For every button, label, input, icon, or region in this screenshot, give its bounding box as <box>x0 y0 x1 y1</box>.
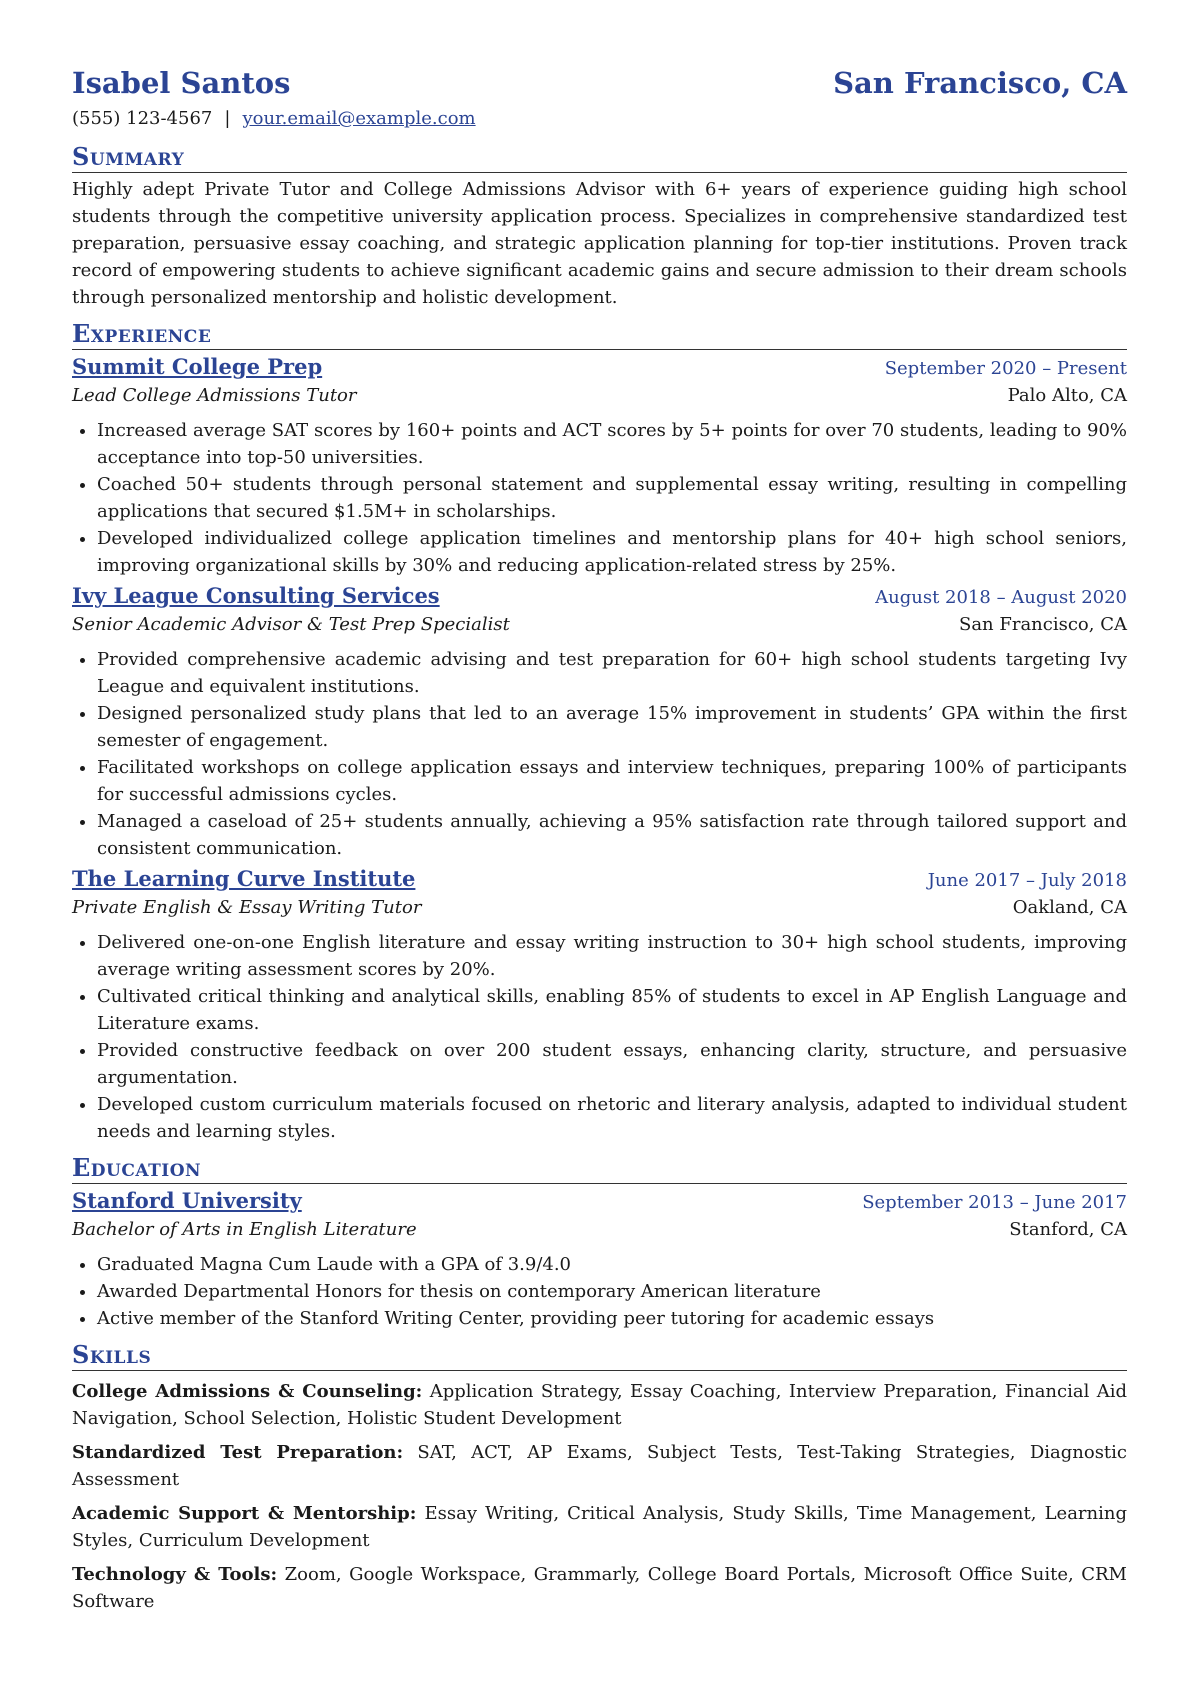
bullet-item: • Provided comprehensive academic advising and test preparation for 60+ high school students targeting Ivy League and equivalent institutions. <box>97 646 1127 700</box>
skill-values: Essay Writing, Critical Analysis, Study Skills, Time Management, Learning Styles, Curriculum Development <box>72 1503 1127 1551</box>
resume-page <box>72 62 1127 1615</box>
entry-subheader <box>72 611 1127 638</box>
bullet-item: • Designed personalized study plans that led to an average 15% improvement in students’ GPA within the first semester of engagement. <box>97 700 1127 754</box>
skill-row <box>72 1500 1127 1554</box>
skill-category: Academic Support & Mentorship: <box>72 1503 417 1524</box>
organization-name[interactable]: Summit College Prep <box>72 354 323 379</box>
email-link[interactable]: your.email@example.com <box>242 108 476 129</box>
bullet-item: • Awarded Departmental Honors for thesis on contemporary American literature <box>97 1278 1127 1305</box>
entry-subheader <box>72 894 1127 921</box>
skills-heading: Skills <box>72 1340 1127 1371</box>
entry-dates: June 2017 – July 2018 <box>927 870 1127 891</box>
bullet-list <box>72 646 1127 862</box>
entry-header <box>72 864 1127 894</box>
entry-header <box>72 581 1127 611</box>
entry-role: Bachelor of Arts in English Literature <box>72 1219 417 1240</box>
entry-subheader <box>72 1216 1127 1243</box>
candidate-city: San Francisco, CA <box>833 66 1127 100</box>
header <box>72 62 1127 104</box>
bullet-item: • Increased average SAT scores by 160+ points and ACT scores by 5+ points for over 70 students, leading to 90% acceptance into top-50 universities. <box>97 417 1127 471</box>
education-entry <box>72 1186 1127 1332</box>
organization-name[interactable]: Stanford University <box>72 1188 302 1213</box>
experience-entry <box>72 352 1127 579</box>
skill-row <box>72 1439 1127 1493</box>
bullet-item: • Provided constructive feedback on over 200 student essays, enhancing clarity, structure, and persuasive argumentation. <box>97 1037 1127 1091</box>
skill-row <box>72 1378 1127 1432</box>
skill-category: Technology & Tools: <box>72 1564 278 1585</box>
education-list <box>72 1186 1127 1332</box>
skill-values: SAT, ACT, AP Exams, Subject Tests, Test-Taking Strategies, Diagnostic Assessment <box>72 1442 1127 1490</box>
bullet-item: • Managed a caseload of 25+ students annually, achieving a 95% satisfaction rate through tailored support and consistent communication. <box>97 808 1127 862</box>
phone-number: (555) 123-4567 <box>72 108 213 129</box>
skill-row <box>72 1561 1127 1615</box>
entry-role: Lead College Admissions Tutor <box>72 385 357 406</box>
bullet-item: • Cultivated critical thinking and analytical skills, enabling 85% of students to excel in AP English Language and Literature exams. <box>97 983 1127 1037</box>
entry-role: Private English & Essay Writing Tutor <box>72 897 422 918</box>
entry-location: Oakland, CA <box>1012 897 1127 918</box>
skill-values: Application Strategy, Essay Coaching, Interview Preparation, Financial Aid Navigation, School Selection, Holistic Student Development <box>72 1381 1127 1429</box>
skill-category: Standardized Test Preparation: <box>72 1442 404 1463</box>
bullet-item: • Facilitated workshops on college application essays and interview techniques, preparing 100% of participants for successful admissions cycles. <box>97 754 1127 808</box>
education-heading: Education <box>72 1153 1127 1184</box>
summary-heading: Summary <box>72 142 1127 173</box>
bullet-item: • Graduated Magna Cum Laude with a GPA of 3.9/4.0 <box>97 1251 1127 1278</box>
summary-text: Highly adept Private Tutor and College Admissions Advisor with 6+ years of experience guiding high school students through the competitive university application process. Specializes in comprehensive standardized test preparation, persuasive essay coaching, and strategic application planning for top-tier institutions. Proven track record of empowering students to achieve significant academic gains and secure admission to their dream schools through personalized mentorship and holistic development. <box>72 179 1127 308</box>
experience-list <box>72 352 1127 1145</box>
candidate-name: Isabel Santos <box>72 66 291 100</box>
entry-subheader <box>72 382 1127 409</box>
contact-separator: | <box>224 108 231 129</box>
experience-heading: Experience <box>72 319 1127 350</box>
bullet-item: • Active member of the Stanford Writing Center, providing peer tutoring for academic essays <box>97 1305 1127 1332</box>
skill-category: College Admissions & Counseling: <box>72 1381 423 1402</box>
organization-name[interactable]: The Learning Curve Institute <box>72 866 416 891</box>
entry-location: Stanford, CA <box>1009 1219 1127 1240</box>
bullet-item: • Delivered one-on-one English literature and essay writing instruction to 30+ high school students, improving average writing assessment scores by 20%. <box>97 929 1127 983</box>
experience-entry <box>72 581 1127 862</box>
skill-values: Zoom, Google Workspace, Grammarly, College Board Portals, Microsoft Office Suite, CRM Software <box>72 1564 1127 1612</box>
entry-role: Senior Academic Advisor & Test Prep Specialist <box>72 614 510 635</box>
bullet-item: • Coached 50+ students through personal statement and supplemental essay writing, resulting in compelling applications that secured $1.5M+ in scholarships. <box>97 471 1127 525</box>
bullet-list <box>72 929 1127 1145</box>
entry-dates: September 2013 – June 2017 <box>862 1192 1127 1213</box>
entry-header <box>72 1186 1127 1216</box>
entry-location: San Francisco, CA <box>958 614 1127 635</box>
experience-entry <box>72 864 1127 1145</box>
bullet-item: • Developed individualized college application timelines and mentorship plans for 40+ high school seniors, improving organizational skills by 30% and reducing application-related stress by 25%. <box>97 525 1127 579</box>
bullet-item: • Developed custom curriculum materials focused on rhetoric and literary analysis, adapted to individual student needs and learning styles. <box>97 1091 1127 1145</box>
entry-dates: August 2018 – August 2020 <box>875 587 1127 608</box>
bullet-list <box>72 417 1127 579</box>
bullet-list <box>72 1251 1127 1332</box>
entry-location: Palo Alto, CA <box>1007 385 1127 406</box>
contact-line <box>72 104 1127 134</box>
skills-list <box>72 1378 1127 1615</box>
organization-name[interactable]: Ivy League Consulting Services <box>72 583 440 608</box>
entry-header <box>72 352 1127 382</box>
entry-dates: September 2020 – Present <box>884 358 1127 379</box>
